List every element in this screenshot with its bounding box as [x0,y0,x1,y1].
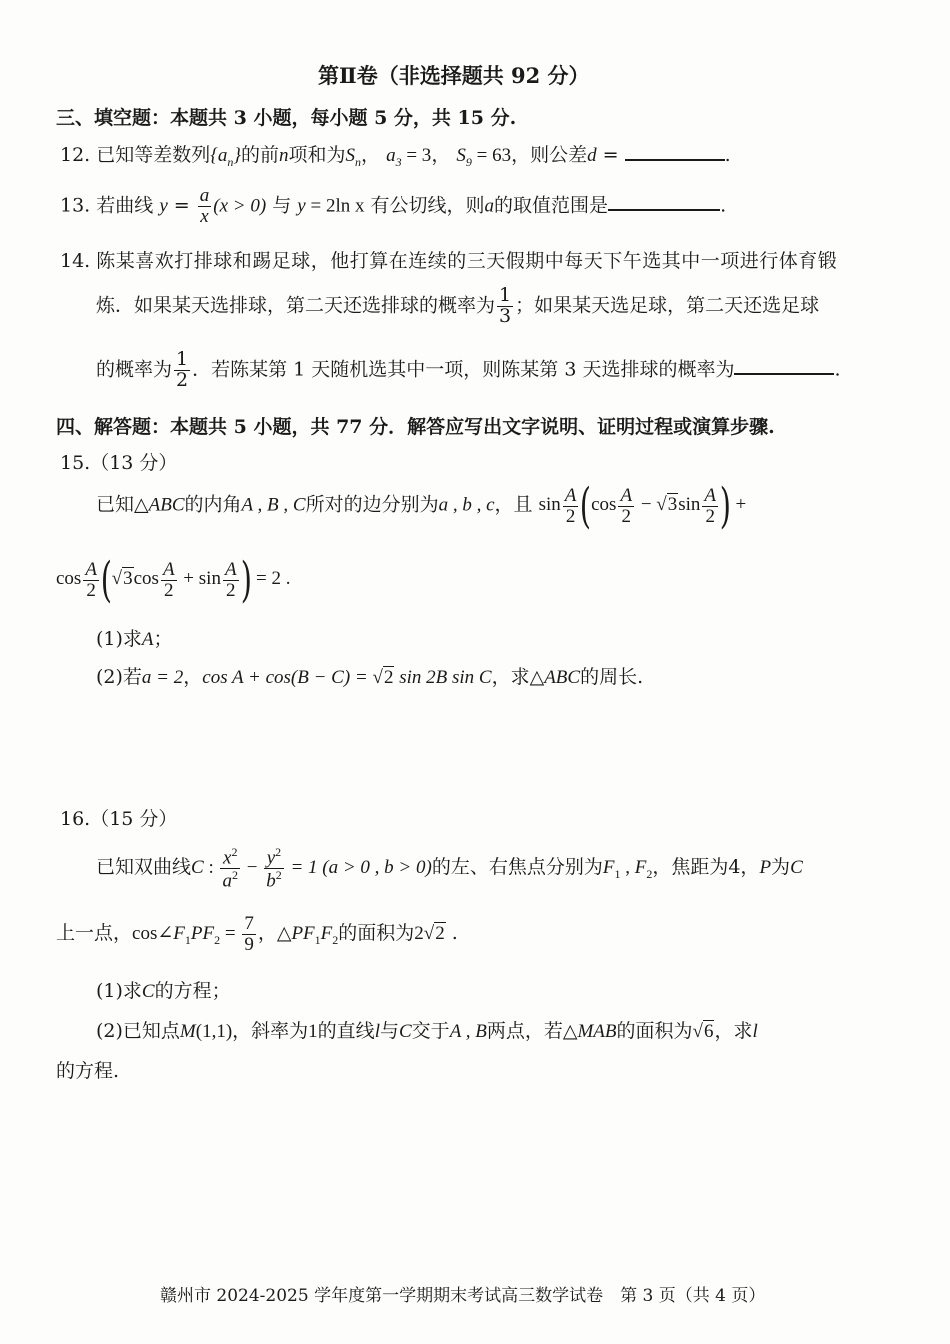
q15-part2-text-2: ，求△ [491,666,545,688]
period: . [720,194,727,217]
q12-text-3: 项和为 [288,144,346,166]
y-symbol: y [297,195,306,217]
s9-condition: $S_9 = 63$ [456,145,512,169]
q15-part2-text-1: (2)若 [96,666,142,688]
q15-text-3: 所对的边分别为 [305,493,439,516]
sequence-symbol: $\{a_n\}$ [210,145,241,169]
foci-symbols: $F_1$ , $F_2$ [602,857,653,881]
area-sqrt6: √6 [692,1021,714,1042]
q16-text-4: 为 [771,856,791,879]
q14-text-2: 炼．如果某天选排球，第二天还选排球的概率为 [96,294,496,317]
q16-text-2: 的左、右焦点分别为 [431,856,603,879]
question-15-line-1 [96,478,747,534]
q16-part2-text-6: 两点，若△ [486,1020,578,1042]
c-symbol: C [790,857,803,879]
domain-condition: (x > 0) [213,195,267,217]
question-15-part-1 [96,624,173,651]
m-coordinates: (1,1) [195,1021,233,1042]
q12-text-2: 的前 [241,144,280,166]
q13-text-1: 若曲线 [96,194,154,217]
q16-text-5: 上一点， [56,921,133,944]
question-14-line-3 [96,350,841,391]
page-footer: 赣州市 2024-2025 学年度第一学期期末考试高三数学试卷 第 3 页（共 4 页） [160,1286,766,1306]
q16-part1-text-1: (1)求 [96,980,142,1002]
sum-symbol: $S_n$ [345,145,362,169]
answer-blank[interactable] [734,372,834,375]
equals: = [596,144,625,166]
triangle-abc: ABC [544,667,581,688]
question-16-part-1 [96,976,231,1003]
q16-part2-text-5: 交于 [411,1020,450,1042]
triangle-abc: ABC [148,494,185,516]
period: . [724,144,731,166]
n-symbol: n [279,145,289,166]
fraction-one-third: $\frac{1}{3}$ [499,284,512,327]
question-12 [60,140,731,170]
triangle-pf1f2: $PF_1F_2$ [291,922,339,947]
line-symbol: l [752,1021,758,1042]
q14-text-3: ；如果某天选足球，第二天还选足球 [515,294,820,317]
q12-text-4: ，则公差 [511,144,588,166]
question-15-line-2 [56,552,291,608]
q13-text-4: 的取值范围是 [494,194,609,217]
separator: ， [740,856,760,879]
separator: ， [361,144,381,166]
question-number: 14. [60,250,91,272]
answer-blank[interactable] [608,208,720,211]
question-16-line-1 [96,846,803,892]
question-16-part-2-end: 的方程. [56,1060,120,1082]
section-heading-solutions: 四、解答题：本题共 5 小题，共 77 分．解答应写出文字说明、证明过程或演算步骤. [56,416,775,438]
q14-text-1: 陈某喜欢打排球和踢足球，他打算在连续的三天假期中每天下午选其中一项进行体育锻 [96,250,838,272]
q16-text-3: ，焦距为 [652,856,729,879]
q16-part2-text-7: 的面积为 [616,1020,693,1042]
question-number: 12. [60,144,91,166]
separator: ， [183,666,203,688]
condition-expression-1: sin $\frac{A}{2}$ (cos $\frac{A}{2}$ − √3sin $\frac{A}{2}$ ) + [538,478,747,534]
focal-length: 4 [728,856,741,879]
question-13 [60,186,726,227]
q16-part2-text-8: ，求 [714,1020,753,1042]
q16-part2-text-3: 的直线 [317,1020,375,1042]
c-symbol: C [141,981,155,1002]
question-14-line-2 [96,286,819,327]
intersection-points: A , B [449,1021,487,1042]
fraction-a-over-x: $\frac{a}{x}$ [199,185,210,227]
p-symbol: P [759,857,772,879]
m-symbol: M [179,1021,196,1042]
area-value: 2√2 [414,922,445,944]
hyperbola-equation: C : $\frac{x^2}{a^2}$ − $\frac{y^2}{b^2}$ = 1 (a > 0 , b > 0) [191,845,432,892]
angle-symbols: A , B , C [241,494,306,516]
q16-part2-text-1: (2)已知点 [96,1020,180,1042]
q14-text-4: 的概率为 [96,358,173,381]
a3-condition: $a_3 = 3$ [386,145,432,169]
question-14-line-1 [60,246,837,273]
question-16-part-2 [96,1016,758,1043]
q15-text-4: ，且 [494,493,533,516]
separator: ， [431,144,451,166]
q12-text-1: 已知等差数列 [96,144,211,166]
condition-expression-2: cos $\frac{A}{2}$ (√3cos $\frac{A}{2}$ + sin $\frac{A}{2}$ ) = 2 . [56,552,291,608]
question-16-line-2 [56,914,458,955]
q15-text-2: 的内角 [184,493,242,516]
q16-part1-text-2: 的方程； [154,980,231,1002]
fraction-one-half: $\frac{1}{2}$ [176,348,189,391]
q15-text-1: 已知△ [96,493,149,516]
c-symbol: C [398,1021,412,1042]
log-expression: = 2ln x [305,195,365,217]
q13-text-2: 与 [272,194,292,217]
q16-text-7: 的面积为 [338,921,415,944]
q16-text-6: ，△ [257,921,292,944]
q16-part2-text-4: 与 [379,1020,399,1042]
period: . [445,921,458,944]
question-15-part-2 [96,662,643,689]
q13-text-3: 有公切线，则 [370,194,485,217]
slope-value: 1 [308,1021,318,1042]
page-title: 第Ⅱ卷（非选择题共 92 分） [318,63,590,88]
question-15-header: 15.（13 分） [60,452,178,474]
answer-blank[interactable] [625,158,725,161]
q15-part1-text: (1)求 [96,628,142,650]
a-symbol: a [484,195,495,217]
cosine-condition: $\cos\angle F_1PF_2$ = $\frac{7}{9}$ [132,913,254,955]
side-symbols: a , b , c [438,494,495,516]
d-symbol: d [587,145,597,166]
period: . [834,358,841,381]
q15-part2-text-3: 的周长. [580,666,644,688]
q15-part1-end: ； [153,628,173,650]
equals: = [167,194,196,217]
question-number: 13. [60,194,91,217]
line-symbol: l [374,1021,380,1042]
question-16-header: 16.（15 分） [60,808,178,830]
side-condition: a = 2 [141,667,184,688]
q16-text-1: 已知双曲线 [96,856,192,879]
a-symbol: A [141,629,154,650]
triangle-mab: MAB [577,1021,617,1042]
q14-text-5: ．若陈某第 1 天随机选其中一项，则陈某第 3 天选排球的概率为 [192,358,735,381]
section-heading-fill-in: 三、填空题：本题共 3 小题，每小题 5 分，共 15 分. [56,107,517,129]
y-symbol: y [159,195,168,217]
trig-equation: cos A + cos(B − C) = √2 sin 2B sin C [202,667,492,688]
q16-part2-text-2: ，斜率为 [232,1020,309,1042]
